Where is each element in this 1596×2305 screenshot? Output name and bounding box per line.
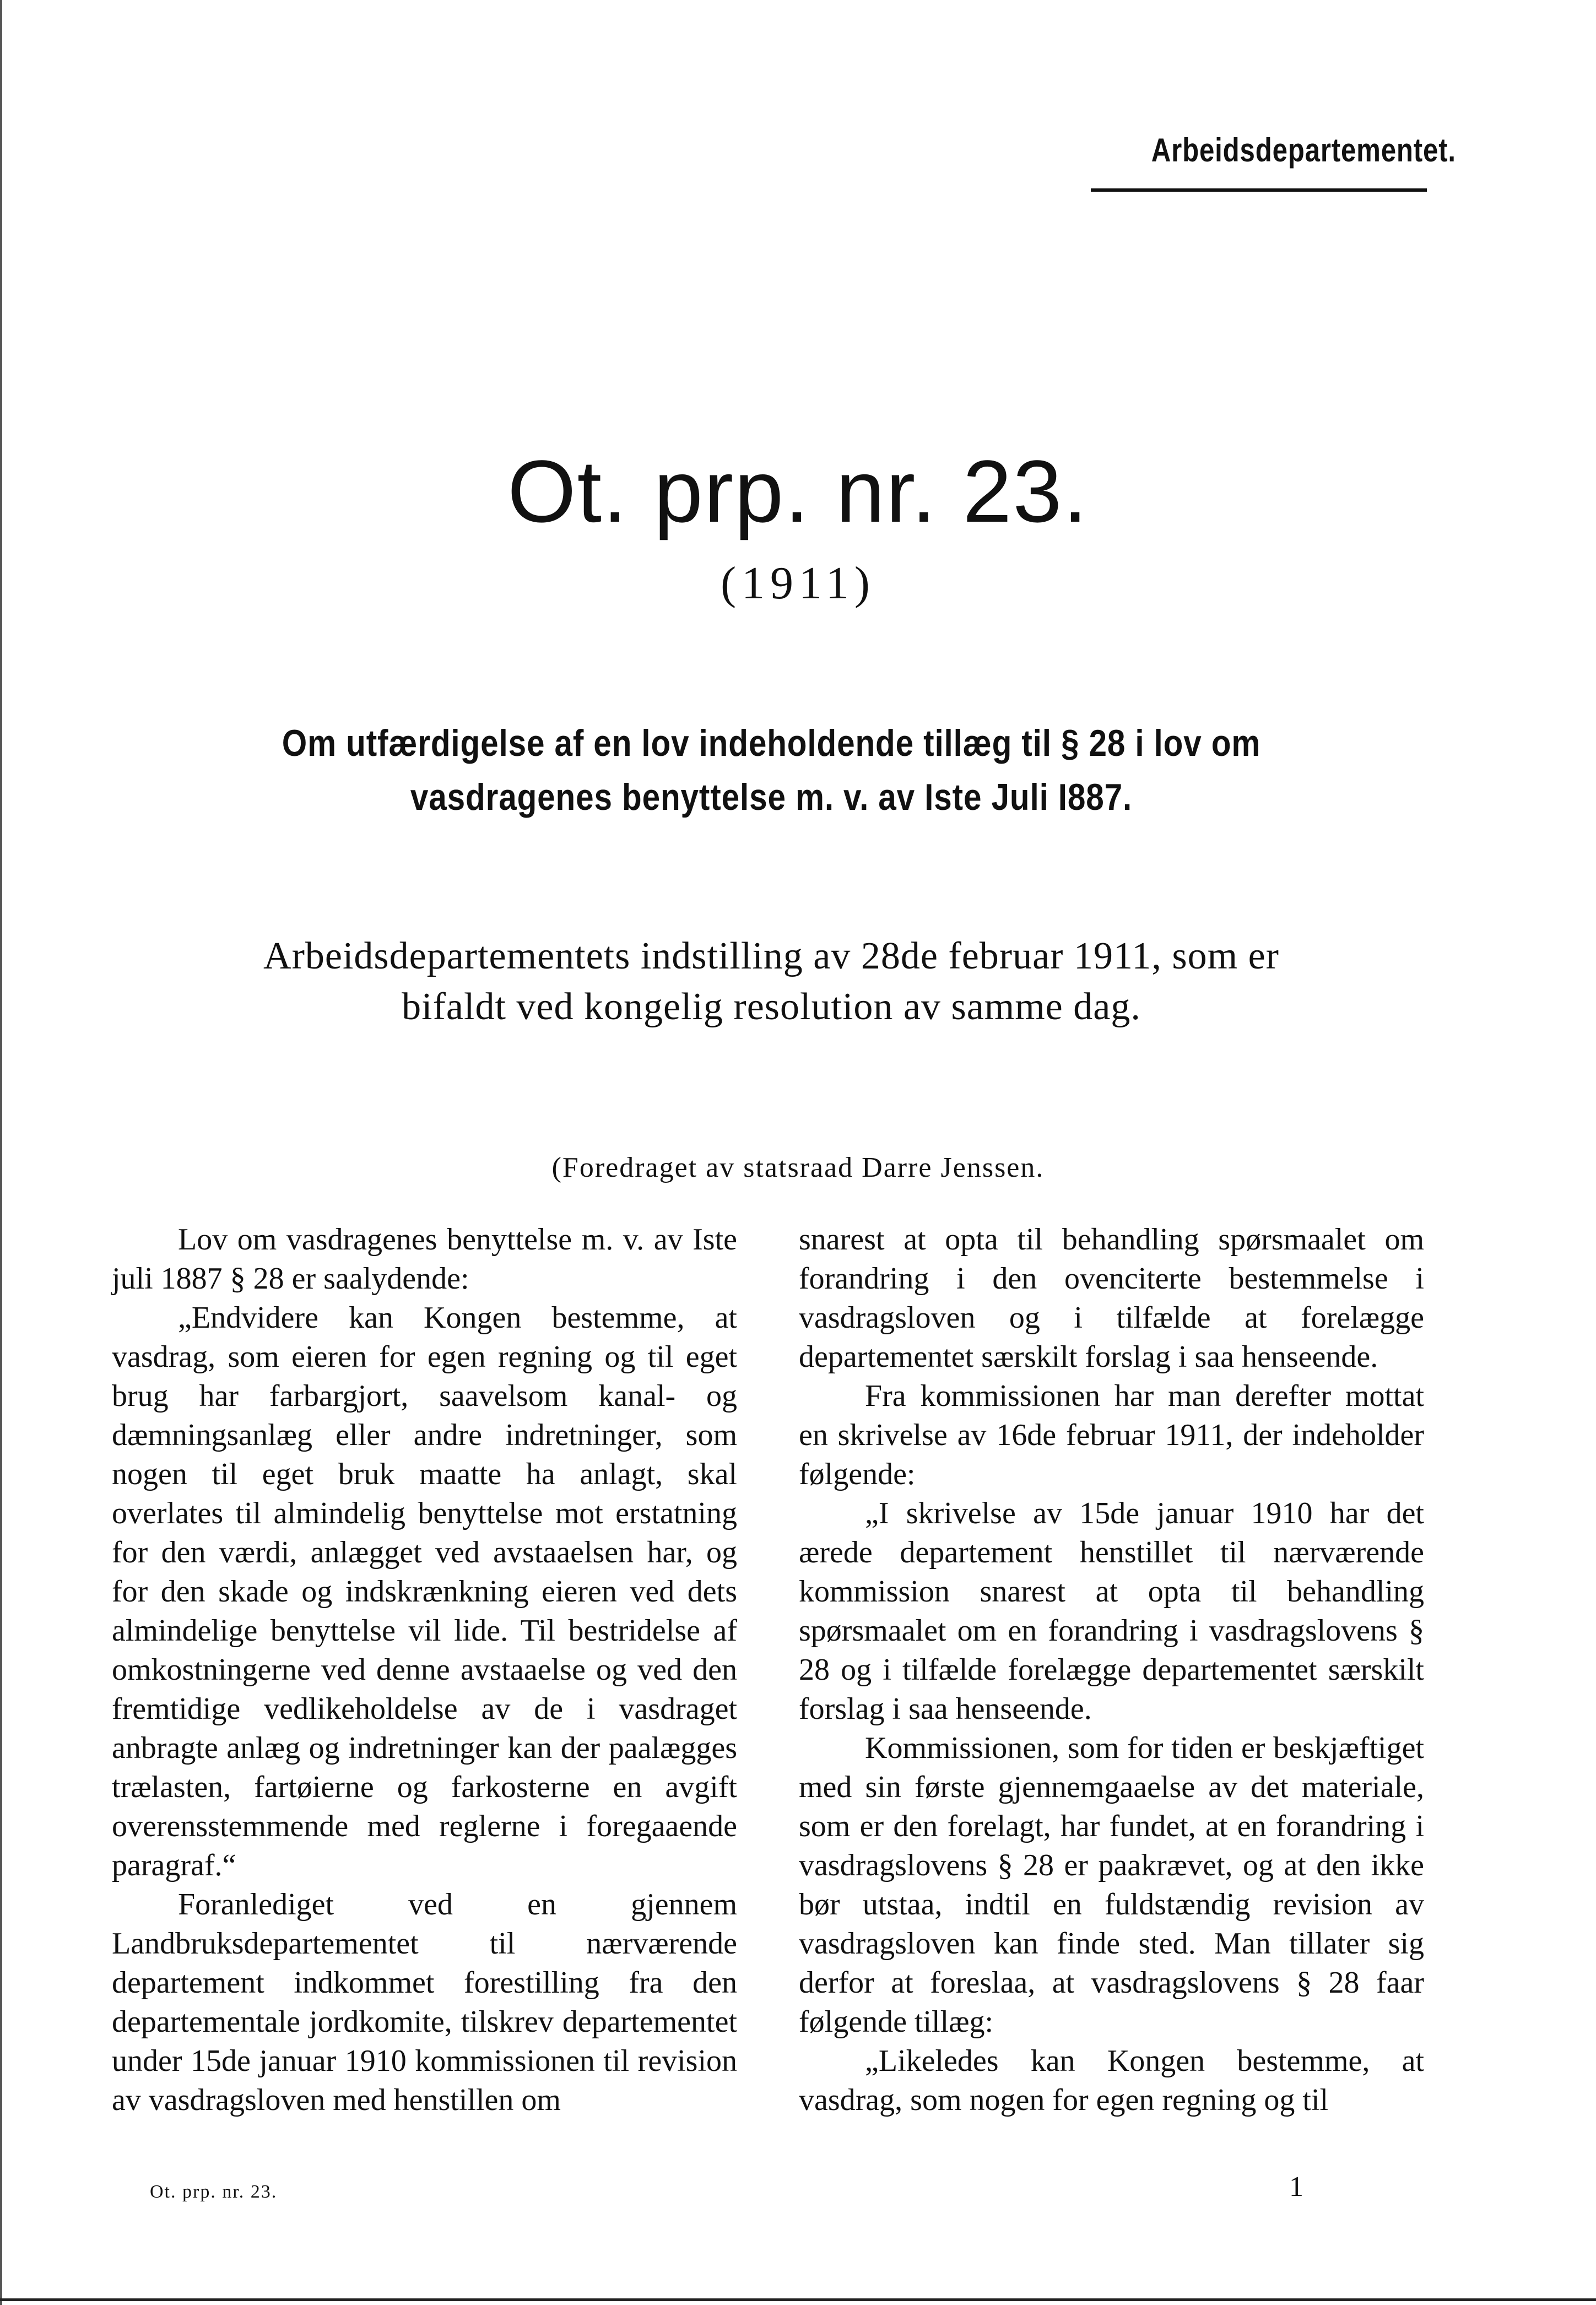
document-year: (1911) — [721, 558, 875, 609]
page-border-bottom — [0, 2298, 1596, 2301]
paragraph: Lov om vasdragenes benyttelse m. v. av Iste juli 1887 § 28 er saalydende: — [112, 1222, 737, 1296]
paragraph: „Likeledes kan Kongen bestemme, at vasdrag, som nogen for egen regning og til — [799, 2044, 1424, 2117]
paragraph: snarest at opta til behandling spørsmaalet om forandring i den ovenciterte bestemmelse i vasdragsloven og i tilfælde at forelægge departementet særskilt forslag i saa henseende. — [799, 1222, 1424, 1374]
recommendation-line: Arbeidsdepartementets indstilling av 28de februar 1911, som er — [263, 935, 1279, 977]
paragraph: „Endvidere kan Kongen bestemme, at vasdrag, som eieren for egen regning og til eget brug har farbargjort, saavelsom kanal- og dæmningsanlæg eller andre indretninger, som nogen til eget bruk maatte ha anlagt, skal overlates til almindelig benyttelse mot erstatning for den værdi, anlægget ved avstaaelsen har, og for den skade og indskrænkning eieren ved dets almindelige benyttelse vil lide. Til bestridelse af omkostningerne ved denne avstaaelse og ved den fremtidige vedlikeholdelse av de i vasdraget anbragte anlæg og indretninger kan der paalægges trælasten, fartøierne og farkosterne en avgift overensstemmende med reglerne i foregaaende paragraf.“ — [112, 1301, 737, 1882]
text-column-left — [112, 1220, 737, 2120]
subject-line: Om utfærdigelse af en lov indeholdende tillæg til § 28 i lov om — [282, 722, 1261, 764]
header-underline — [1091, 188, 1427, 192]
presenter-note: (Foredraget av statsraad Darre Jenssen. — [551, 1152, 1045, 1183]
paragraph: Foranlediget ved en gjennem Landbruksdepartementet til nærværende departement indkommet forestilling fra den departementale jordkomite, tilskrev departementet under 15de januar 1910 kommissionen til revision av vasdragsloven med henstillen om — [112, 1887, 737, 2117]
paragraph: Kommissionen, som for tiden er beskjæftiget med sin første gjennemgaaelse av det materiale, som er den forelagt, har fundet, at en forandring i vasdragslovens § 28 er paakrævet, og at den ikke bør utstaa, indtil en fuldstændig revision av vasdragsloven kan finde sted. Man tillater sig derfor at foreslaa, at vasdragslovens § 28 faar følgende tillæg: — [799, 1731, 1424, 2039]
paragraph: Fra kommissionen har man derefter mottat en skrivelse av 16de februar 1911, der indeholder følgende: — [799, 1379, 1424, 1491]
department-header: Arbeidsdepartementet. — [1151, 132, 1456, 169]
subject-line: vasdragenes benyttelse m. v. av Iste Juli I887. — [410, 776, 1133, 818]
recommendation-line: bifaldt ved kongelig resolution av samme dag. — [402, 986, 1141, 1028]
text-column-right — [799, 1220, 1424, 2120]
footer-reference: Ot. prp. nr. 23. — [150, 2182, 278, 2202]
document-subject — [171, 716, 1372, 824]
paragraph: „I skrivelse av 15de januar 1910 har det ærede departement henstillet til nærværende kommission snarest at opta til behandling spørsmaalet om en forandring i vasdragslovens § 28 og i tilfælde forelægge departementet særskilt forslag i saa henseende. — [799, 1496, 1424, 1726]
recommendation-statement — [182, 931, 1361, 1032]
document-title: Ot. prp. nr. 23. — [507, 442, 1089, 540]
page-number: 1 — [1289, 2171, 1303, 2203]
